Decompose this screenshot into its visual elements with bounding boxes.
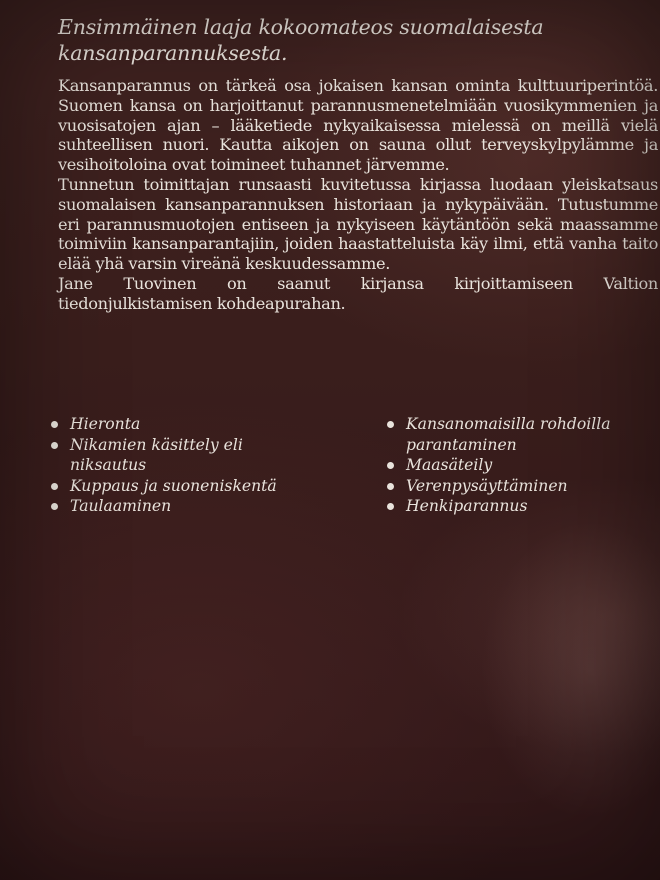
list-item (384, 414, 644, 455)
topic-list-right (384, 414, 644, 517)
cover-text (58, 14, 658, 314)
bullet-icon (387, 462, 394, 469)
topic-label: Henkiparannus (406, 497, 528, 516)
topic-label: Maasäteily (406, 456, 493, 475)
paragraph-author: Jane Tuovinen on saanut kirjansa kirjoittamiseen Valtion tiedonjulkistamisen kohdeapurahan. (58, 273, 658, 313)
topic-lists (48, 414, 648, 544)
list-item (48, 496, 318, 517)
light-glare (480, 520, 660, 820)
bullet-icon (387, 503, 394, 510)
list-item (48, 476, 318, 497)
bullet-icon (51, 503, 58, 510)
tagline: Ensimmäinen laaja kokoomateos suomalaisesta kansanparannuksesta. (58, 15, 544, 65)
bullet-icon (51, 483, 58, 490)
list-item (48, 435, 318, 476)
list-item (384, 455, 644, 476)
list-item (384, 496, 644, 517)
list-item (48, 414, 318, 435)
topic-list-left (48, 414, 318, 517)
bullet-icon (387, 421, 394, 428)
topic-label: Hieronta (70, 415, 141, 433)
paragraph-intro: Kansanparannus on tärkeä osa jokaisen kansan ominta kulttuuriperintöä. Suomen kansa on harjoittanut parannusmenetelmiään vuosikymmenien ja vuosisatojen ajan – lääketiede nykyaikaisessa mielessä on meillä vielä suhteellisen nuori. Kautta aikojen on sauna ollut terveyskylpylämme ja vesihoitoloina ovat toimineet tuhannet järvemme. (58, 76, 658, 175)
list-item (384, 476, 644, 497)
topic-label: Verenpysäyttäminen (406, 476, 568, 495)
topic-label: Taulaaminen (70, 497, 172, 516)
bullet-icon (51, 421, 58, 428)
topic-label: Nikamien käsittely eli niksautus (70, 435, 243, 475)
bullet-icon (387, 483, 394, 490)
paragraph-book: Tunnetun toimittajan runsaasti kuvitetussa kirjassa luodaan yleiskatsaus suomalaisen kansanparannuksen historiaan ja nykypäivään. Tutustumme eri parannusmuotojen entiseen ja nykyiseen käytäntöön sekä maassamme toimiviin kansanparantajiin, joiden haastatteluista käy ilmi, että vanha taito elää yhä varsin vireänä keskuudessamme. (58, 174, 658, 274)
topic-label: Kuppaus ja suoneniskentä (70, 476, 277, 495)
bullet-icon (51, 442, 58, 449)
topic-label: Kansanomaisilla rohdoilla parantaminen (406, 415, 611, 454)
